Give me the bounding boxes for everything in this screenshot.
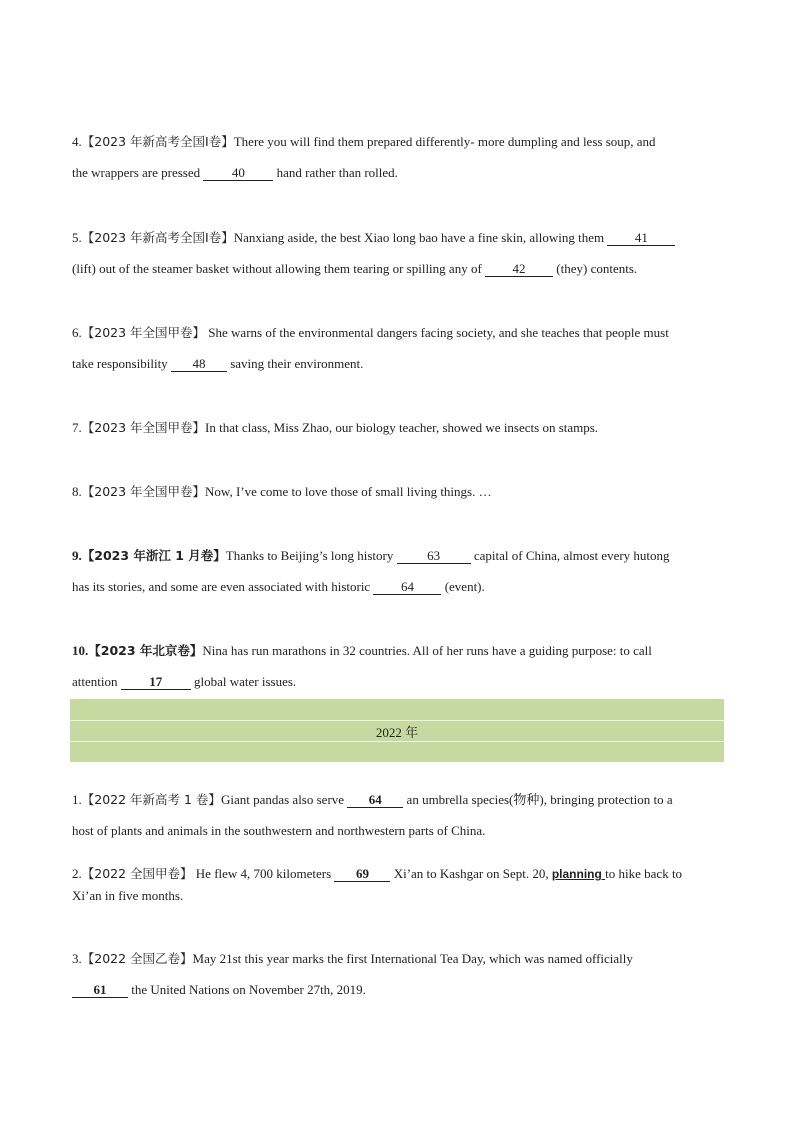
question-text: There you will find them prepared differently- more dumpling and less soup, and (233, 134, 656, 149)
answer-blank: 69 (334, 867, 390, 882)
answer-blank: 61 (72, 983, 128, 998)
question-text: In that class, Miss Zhao, our biology teacher, showed we insects on stamps. (205, 420, 599, 435)
question-text: take responsibility (72, 356, 171, 371)
question-text: attention (72, 674, 121, 689)
question-source: 【2023 年北京卷】 (88, 643, 203, 658)
question-text: Thanks to Beijing’s long history (225, 548, 397, 563)
question-text: capital of China, almost every hutong (470, 548, 670, 563)
question-source: 【2023 年全国甲卷】 (81, 484, 206, 499)
year-banner-label: 2022 年 (375, 725, 419, 740)
question-text: (they) contents. (553, 261, 638, 276)
question-7 (72, 412, 722, 443)
question-number: 2. (72, 866, 82, 881)
answer-blank: 42 (485, 262, 553, 277)
question-9 (72, 540, 722, 602)
question-2022-2 (72, 863, 722, 906)
question-8 (72, 476, 722, 507)
answer-blank: 41 (607, 231, 675, 246)
question-source: 【2022 全国乙卷】 (81, 951, 193, 966)
answer-blank: 40 (203, 166, 273, 181)
year-banner (70, 699, 724, 762)
question-number: 9. (72, 548, 82, 563)
question-6 (72, 317, 722, 379)
answer-blank: 64 (347, 793, 403, 808)
question-text: (lift) out of the steamer basket without allowing them tearing or spilling any of (72, 261, 486, 276)
question-text: He flew 4, 700 kilometers (192, 866, 335, 881)
question-number: 1. (72, 792, 82, 807)
question-number: 7. (72, 420, 82, 435)
question-text: global water issues. (190, 674, 297, 689)
question-number: 8. (72, 484, 82, 499)
question-text: Nanxiang aside, the best Xiao long bao have a fine skin, allowing them (233, 230, 608, 245)
question-source: 【2023 年浙江 1 月卷】 (81, 548, 226, 563)
question-source: 【2022 年新高考 1 卷】 (81, 792, 221, 807)
question-2022-3 (72, 943, 722, 1005)
question-4 (72, 126, 722, 188)
question-source: 【2023 年全国甲卷】 (81, 325, 206, 340)
question-number: 5. (72, 230, 82, 245)
question-text: host of plants and animals in the southwestern and northwestern parts of China. (72, 823, 486, 838)
answer-blank: 48 (171, 357, 227, 372)
question-text: saving their environment. (226, 356, 364, 371)
question-source: 【2023 年全国甲卷】 (81, 420, 206, 435)
question-text: Xi’an to Kashgar on Sept. 20, (390, 866, 552, 881)
banner-divider (70, 720, 724, 721)
question-text: Giant pandas also serve (220, 792, 348, 807)
question-text: an umbrella species(物种), bringing protection to a (403, 792, 673, 807)
question-text: Xi’an in five months. (72, 888, 184, 903)
question-2022-1 (72, 784, 722, 846)
question-number: 4. (72, 134, 82, 149)
question-text: Nina has run marathons in 32 countries. All of her runs have a guiding purpose: to call (202, 643, 652, 658)
underlined-word: planning (551, 867, 606, 881)
question-text: She warns of the environmental dangers facing society, and she teaches that people must (205, 325, 669, 340)
question-text: Now, I’ve come to love those of small living things. … (205, 484, 492, 499)
question-source: 【2022 全国甲卷】 (81, 866, 193, 881)
question-text: May 21st this year marks the first International Tea Day, which was named officially (192, 951, 633, 966)
question-number: 10. (72, 643, 89, 658)
question-number: 3. (72, 951, 82, 966)
question-text: has its stories, and some are even associated with historic (72, 579, 374, 594)
question-text: to hike back to (605, 866, 683, 881)
question-source: 【2023 年新高考全国Ⅰ卷】 (81, 134, 234, 149)
question-text: the United Nations on November 27th, 2019. (128, 982, 366, 997)
question-10 (72, 635, 722, 697)
question-number: 6. (72, 325, 82, 340)
answer-blank: 63 (397, 549, 471, 564)
answer-blank: 64 (373, 580, 441, 595)
answer-blank: 17 (121, 675, 191, 690)
question-text: the wrappers are pressed (72, 165, 204, 180)
banner-divider (70, 741, 724, 742)
question-text: (event). (441, 579, 485, 594)
question-5 (72, 222, 722, 284)
question-source: 【2023 年新高考全国Ⅰ卷】 (81, 230, 234, 245)
question-text: hand rather than rolled. (273, 165, 398, 180)
